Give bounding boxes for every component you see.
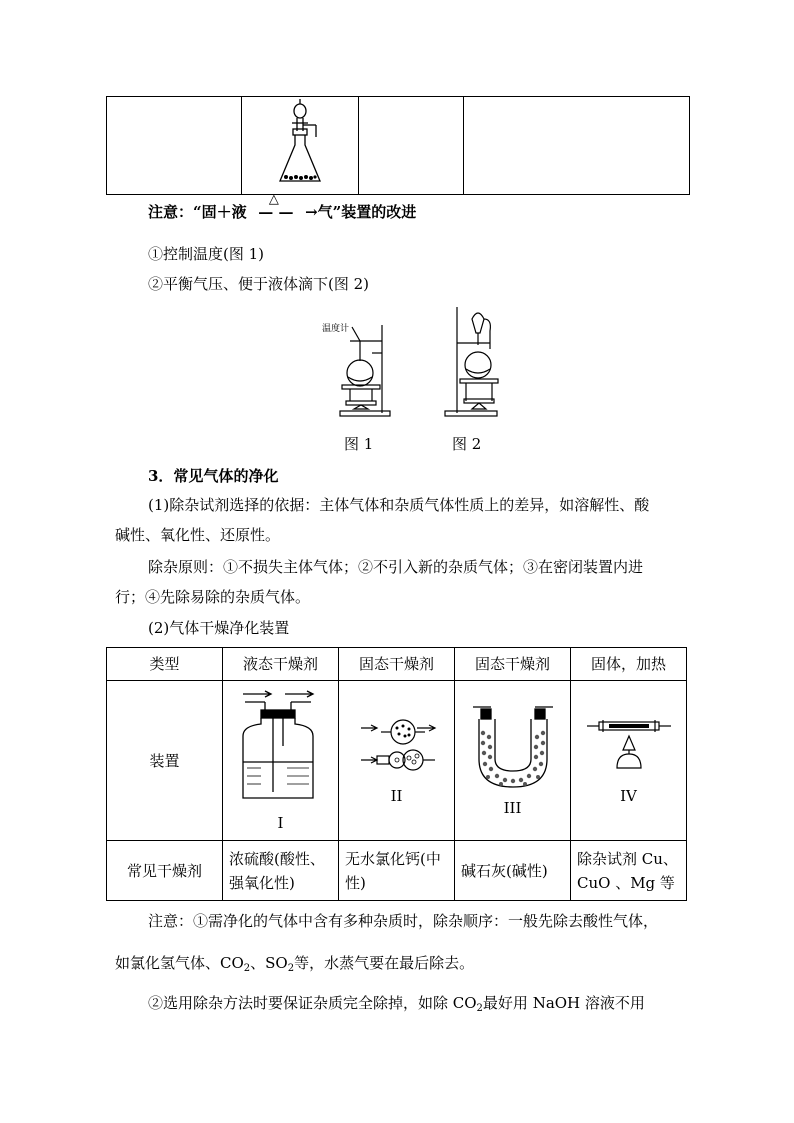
drying-tube-diagram bbox=[347, 714, 447, 784]
section3-para2-line1: 除杂原则：①不损失主体气体；②不引入新的杂质气体；③在密闭装置内进 bbox=[148, 558, 644, 576]
agent-4-line-1: 除杂试剂 Cu、 bbox=[577, 849, 678, 868]
top-table-cell-2 bbox=[242, 97, 359, 195]
note2-line1: 注意：①需净化的气体中含有多种杂质时，除杂顺序：一般先除去酸性气体， bbox=[148, 912, 659, 930]
device-numeral-1: I bbox=[277, 814, 284, 832]
agent-1-line-2: 强氧化性) bbox=[229, 873, 295, 892]
agent-4-line-2: CuO 、Mg 等 bbox=[577, 873, 675, 892]
agent-2-line-1: 无水氯化钙(中 bbox=[345, 849, 441, 868]
top-table-cell-4 bbox=[464, 97, 690, 195]
note1-prefix: 注意：“固＋液 bbox=[148, 203, 247, 221]
agent-3 bbox=[455, 841, 571, 901]
note1-dash-right: — bbox=[278, 203, 294, 221]
note2-line2 bbox=[115, 952, 474, 980]
device-3-cell bbox=[455, 681, 571, 841]
top-table bbox=[106, 96, 690, 195]
device-1-cell bbox=[223, 681, 339, 841]
device-4-cell bbox=[571, 681, 687, 841]
top-table-cell-3 bbox=[359, 97, 464, 195]
gas-washing-bottle-diagram bbox=[231, 686, 331, 811]
note2-line3-b: 最好用 NaOH 溶液不用 bbox=[482, 994, 645, 1012]
row-device-label: 装置 bbox=[107, 681, 223, 841]
section3-para1-line1: (1)除杂试剂选择的依据：主体气体和杂质气体性质上的差异，如溶解性、酸 bbox=[148, 496, 650, 514]
fig2-caption: 图 2 bbox=[452, 435, 482, 453]
apparatus-figures bbox=[320, 305, 520, 420]
fig1-caption: 图 1 bbox=[344, 435, 374, 453]
section3-para1-line2: 碱性、氧化性、还原性。 bbox=[115, 526, 281, 544]
flask-separatory-funnel-diagram bbox=[242, 97, 358, 190]
heated-tube-diagram bbox=[579, 714, 679, 784]
note2-line2-b: 、SO bbox=[250, 954, 288, 972]
device-numeral-2: II bbox=[390, 786, 403, 805]
note1-dash-left: — bbox=[258, 203, 274, 221]
top-table-cell-1 bbox=[107, 97, 242, 195]
note2-line2-sub2: 2 bbox=[287, 963, 295, 974]
note2-line3 bbox=[148, 992, 645, 1020]
header-solid-heated: 固体，加热 bbox=[571, 648, 687, 681]
note1-arrow bbox=[252, 192, 300, 223]
note2-line3-a: ②选用除杂方法时要保证杂质完全除掉，如除 CO bbox=[148, 994, 477, 1012]
note1-line bbox=[148, 192, 417, 223]
agent-1-line-1: 浓硫酸(酸性、 bbox=[229, 849, 325, 868]
item-1: ①控制温度(图 1) bbox=[148, 245, 265, 263]
header-type: 类型 bbox=[107, 648, 223, 681]
row-agent-label: 常见干燥剂 bbox=[107, 841, 223, 901]
note1-triangle: △ bbox=[268, 192, 279, 207]
note2-line3-sub: 2 bbox=[476, 1003, 483, 1014]
agent-3-line-1: 碱石灰(碱性) bbox=[461, 861, 548, 880]
agent-1 bbox=[223, 841, 339, 901]
note1-tail: →气”装置的改进 bbox=[305, 203, 417, 221]
note2-line2-c: 等，水蒸气要在最后除去。 bbox=[294, 954, 475, 972]
agent-4 bbox=[571, 841, 687, 901]
header-solid-desiccant-1: 固态干燥剂 bbox=[339, 648, 455, 681]
section3-para2-line2: 行；④先除易除的杂质气体。 bbox=[115, 588, 311, 606]
header-solid-desiccant-2: 固态干燥剂 bbox=[455, 648, 571, 681]
item-2: ②平衡气压、便于液体滴下(图 2) bbox=[148, 275, 370, 293]
u-tube-diagram bbox=[463, 701, 563, 796]
device-numeral-4: IV bbox=[620, 786, 637, 805]
device-numeral-3: III bbox=[503, 799, 522, 817]
thermometer-label: 温度计 bbox=[322, 324, 350, 334]
agent-2-line-2: 性) bbox=[345, 873, 366, 892]
agent-2 bbox=[339, 841, 455, 901]
header-liquid-desiccant: 液态干燥剂 bbox=[223, 648, 339, 681]
section3-heading: 3．常见气体的净化 bbox=[148, 467, 279, 485]
drying-table bbox=[106, 647, 687, 901]
note2-line2-a: 如氯化氢气体、CO bbox=[115, 954, 244, 972]
note2-line2-sub1: 2 bbox=[243, 963, 251, 974]
device-2-cell bbox=[339, 681, 455, 841]
section3-sub2: (2)气体干燥净化装置 bbox=[148, 619, 290, 637]
